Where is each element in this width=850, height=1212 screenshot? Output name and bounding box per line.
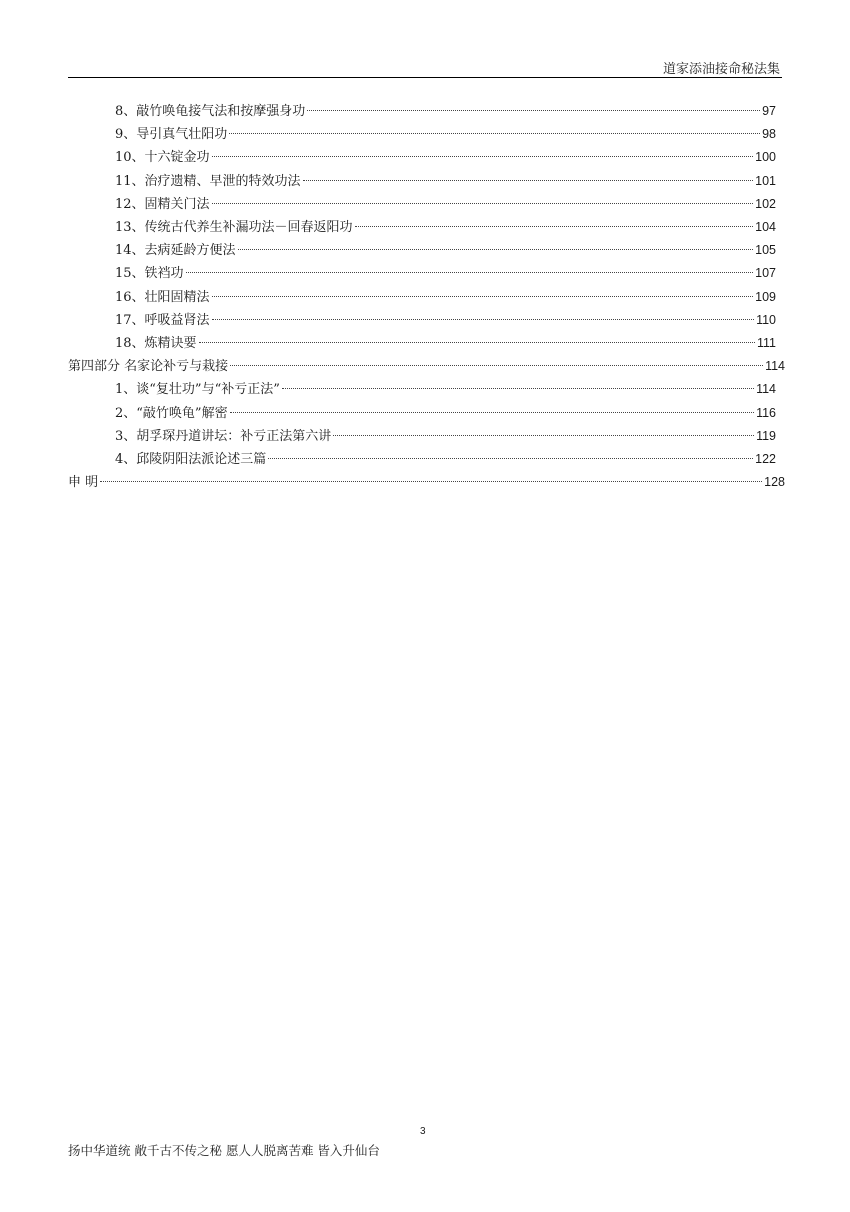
toc-dot-leader (212, 203, 754, 204)
toc-entry-label: 14、去病延龄方便法 (115, 243, 236, 259)
toc-entry[interactable] (115, 449, 776, 469)
toc-dot-leader (282, 388, 754, 389)
toc-entry[interactable] (115, 287, 776, 307)
toc-entry-label: 18、炼精诀要 (115, 336, 197, 351)
toc-dot-leader (212, 156, 754, 157)
toc-entry-page: 119 (756, 428, 776, 443)
toc-dot-leader (303, 180, 754, 181)
toc-dot-leader (355, 226, 754, 227)
toc-entry-page: 122 (755, 452, 776, 466)
toc-entry-label: 第四部分 名家论补亏与栽接 (68, 359, 229, 375)
toc-entry[interactable] (68, 356, 785, 376)
header-rule (68, 77, 782, 78)
toc-dot-leader (307, 110, 760, 111)
toc-entry[interactable] (115, 426, 776, 446)
toc-dot-leader (238, 249, 754, 250)
toc-dot-leader (268, 458, 753, 459)
toc-dot-leader (229, 133, 760, 134)
toc-entry-page: 98 (762, 127, 776, 142)
toc-entry[interactable] (115, 194, 776, 214)
toc-entry[interactable] (115, 263, 776, 283)
toc-entry-page: 101 (755, 173, 776, 188)
toc-entry-page: 105 (755, 243, 776, 258)
toc-entry-label: 8、敲竹唤龟接气法和按摩强身功 (115, 104, 306, 119)
toc-entry-label: 3、胡孚琛丹道讲坛：补亏正法第六讲 (115, 428, 332, 444)
toc-entry-label: 4、邱陵阴阳法派论述三篇 (115, 452, 267, 467)
toc-dot-leader (333, 435, 754, 436)
toc-entry-page: 107 (755, 266, 776, 281)
toc-dot-leader (186, 272, 754, 273)
toc-entry[interactable] (115, 124, 776, 144)
toc-entry-label: 11、治疗遗精、早泄的特效功法 (115, 173, 301, 189)
toc-entry-page: 116 (756, 405, 776, 420)
toc-entry[interactable] (115, 333, 776, 353)
running-header-title: 道家添油接命秘法集 (662, 62, 780, 77)
toc-entry-page: 100 (755, 150, 776, 165)
toc-entry-page: 97 (762, 104, 776, 118)
toc-entry-page: 114 (765, 359, 785, 374)
toc-entry[interactable] (115, 101, 776, 121)
toc-dot-leader (100, 481, 762, 482)
footer-motto: 扬中华道统 敞千古不传之秘 愿人人脱离苦难 皆入升仙台 (68, 1143, 380, 1158)
toc-entry-page: 114 (756, 382, 776, 397)
toc-entry-label: 2、“敲竹唤龟”解密 (115, 405, 228, 421)
toc-dot-leader (212, 296, 754, 297)
toc-entry-label: 9、导引真气壮阳功 (115, 127, 228, 143)
toc-entry-page: 104 (755, 220, 776, 234)
toc-entry-label: 16、壮阳固精法 (115, 289, 210, 305)
toc-entry-label: 1、谈“复壮功”与“补亏正法” (115, 382, 280, 398)
toc-dot-leader (230, 412, 754, 413)
toc-entry-page: 111 (756, 336, 776, 350)
toc-dot-leader (212, 319, 755, 320)
toc-dot-leader (230, 365, 763, 366)
toc-entry[interactable] (115, 217, 776, 237)
toc-entry[interactable] (115, 310, 776, 330)
page-number: 3 (420, 1126, 426, 1137)
toc-entry[interactable] (115, 240, 776, 260)
toc-entry-label: 17、呼吸益肾法 (115, 312, 210, 328)
toc-entry-page: 109 (755, 289, 776, 304)
toc-entry-label: 12、固精关门法 (115, 196, 210, 212)
toc-entry[interactable] (115, 403, 776, 423)
toc-entry-label: 10、十六锭金功 (115, 150, 210, 166)
toc-entry-label: 15、铁裆功 (115, 266, 184, 282)
toc-entry[interactable] (115, 171, 776, 191)
toc-entry-page: 110 (756, 312, 776, 327)
toc-entry[interactable] (115, 379, 776, 399)
toc-entry-label: 13、传统古代养生补漏功法－回春返阳功 (115, 220, 353, 235)
toc-entry[interactable] (68, 472, 785, 492)
toc-entry-page: 128 (764, 475, 785, 490)
toc-dot-leader (199, 342, 755, 343)
toc-entry-page: 102 (755, 196, 776, 211)
toc-entry-label: 申 明 (68, 475, 99, 491)
toc-entry[interactable] (115, 147, 776, 167)
